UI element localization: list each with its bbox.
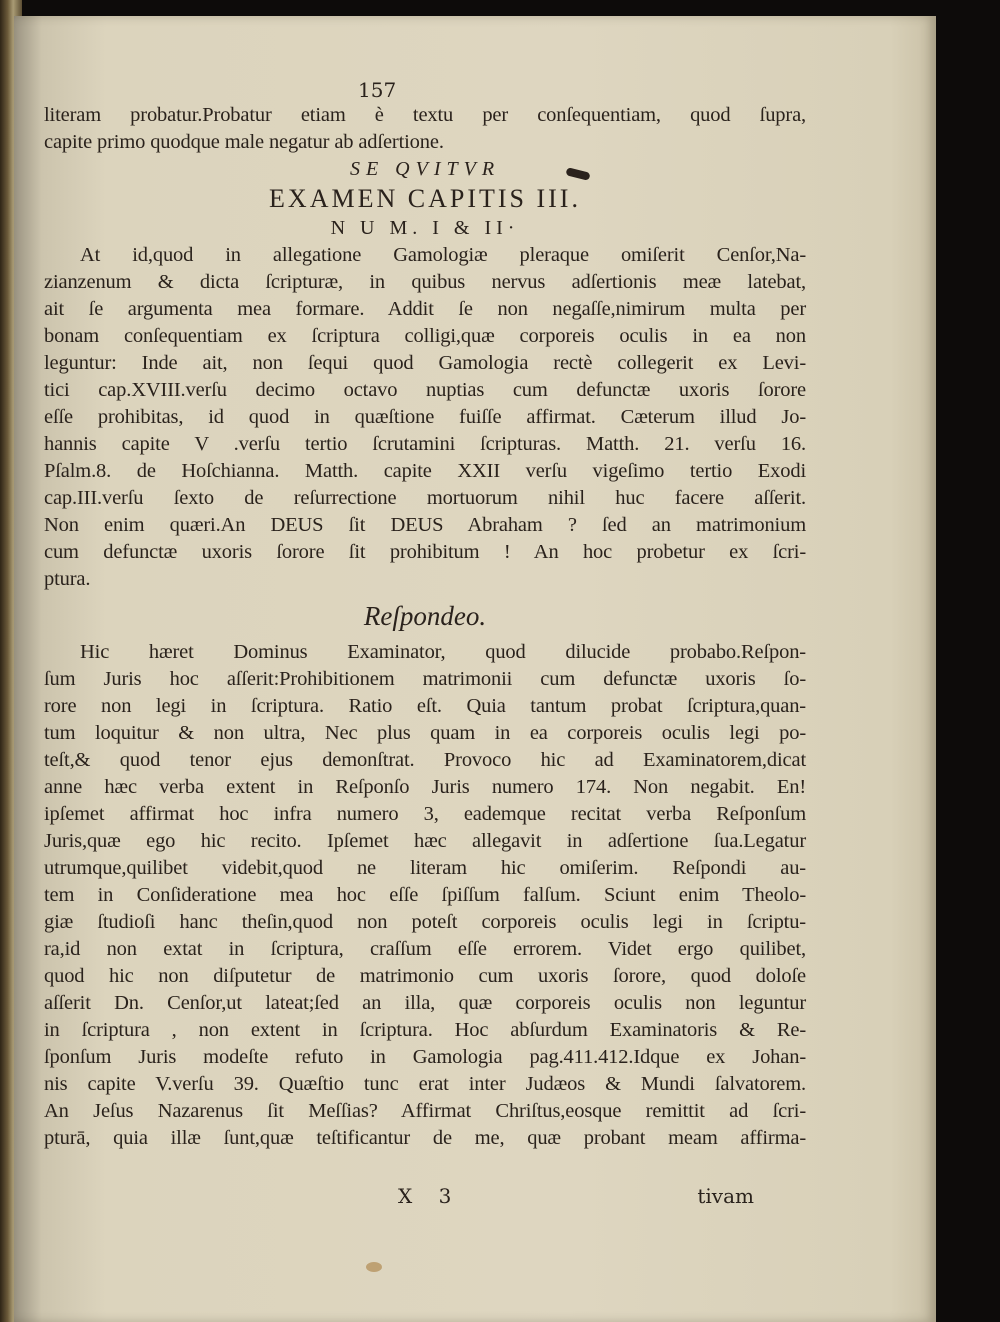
text-line: ſum Juris hoc aſſerit:Prohibitionem matrimonii cum defunctæ uxoris ſo- — [44, 668, 806, 690]
text-line: pturā, quia illæ ſunt,quæ teſtificantur de me, quæ probant meam affirma- — [44, 1127, 806, 1149]
text-line: ait ſe argumenta mea formare. Addit ſe non negaſſe,nimirum multa per — [44, 298, 806, 320]
text-line: rore non legi in ſcriptura. Ratio eſt. Quia tantum probat ſcriptura,quan- — [44, 695, 806, 717]
text-line: tici cap.XVIII.verſu decimo octavo nuptias cum defunctæ uxoris ſorore — [44, 379, 806, 401]
text-line: Hic hæret Dominus Examinator, quod dilucide probabo.Reſpon- — [80, 641, 806, 663]
heading-numbers: N U M. I & II· — [330, 217, 520, 239]
text-line: Juris,quæ ego hic recito. Ipſemet hæc allegavit in adſertione ſua.Legatur — [44, 830, 806, 852]
text-line: ſponſum Juris modeſte refuto in Gamologia pag.411.412.Idque ex Johan- — [44, 1046, 806, 1068]
text-line: anne hæc verba extent in Reſponſo Juris numero 174. Non negabit. En! — [44, 776, 806, 798]
heading-examen: EXAMEN CAPITIS III. — [269, 184, 581, 213]
text-line: cum defunctæ uxoris ſorore ſit prohibitum ! An hoc probetur ex ſcri- — [44, 541, 806, 563]
heading-respondeo: Reſpondeo. — [363, 601, 487, 631]
text-line: teſt,& quod tenor ejus demonſtrat. Provoco hic ad Examinatorem,dicat — [44, 749, 806, 771]
page-number: 157 — [358, 78, 397, 102]
text-line: giæ ſtudioſi hanc theſin,quod non poteſt corporeis oculis legi in ſcriptu- — [44, 911, 806, 933]
book-page — [14, 16, 936, 1322]
text-line: ipſemet affirmat hoc infra numero 3, eademque recitat verba Reſponſum — [44, 803, 806, 825]
heading-sequitur: SE QVITVR — [349, 158, 501, 180]
text-line: cap.III.verſu ſexto de reſurrectione mortuorum nihil huc facere aſſerit. — [44, 487, 806, 509]
text-line: eſſe prohibitas, id quod in quæſtione fuiſſe affirmat. Cæterum illud Jo- — [44, 406, 806, 428]
text-line: utrumque,quilibet videbit,quod ne literam hic omiſerim. Reſpondi au- — [44, 857, 806, 879]
text-line: bonam conſequentiam ex ſcriptura colligi,quæ corporeis oculis in ea non — [44, 325, 806, 347]
paper-stain — [366, 1262, 382, 1272]
text-line: in ſcriptura , non extent in ſcriptura. Hoc abſurdum Examinatoris & Re- — [44, 1019, 806, 1041]
text-line: Non enim quæri.An DEUS ſit DEUS Abraham ? ſed an matrimonium — [44, 514, 806, 536]
text-line: tum loquitur & non ultra, Nec plus quam in ea corporeis oculis legi po- — [44, 722, 806, 744]
text-line: tem in Conſideratione mea hoc eſſe ſpiſſum falſum. Sciunt enim Theolo- — [44, 884, 806, 906]
text-line: capite primo quodque male negatur ab adſertione. — [44, 131, 444, 153]
page-text — [44, 102, 806, 1152]
text-line: leguntur: Inde ait, non ſequi quod Gamologia rectè collegerit ex Levi- — [44, 352, 806, 374]
page-footer — [44, 1184, 806, 1214]
paragraph-2 — [44, 242, 806, 593]
text-line: At id,quod in allegatione Gamologiæ pleraque omiſerit Cenſor,Na- — [80, 244, 806, 266]
text-line: ra,id non extat in ſcriptura, craſſum eſſe errorem. Videt ergo quilibet, — [44, 938, 806, 960]
text-line: zianzenum & dicta ſcripturæ, in quibus nervus adſertionis meæ latebat, — [44, 271, 806, 293]
text-line: ptura. — [44, 568, 91, 590]
paragraph-1 — [44, 102, 806, 156]
text-line: literam probatur.Probatur etiam è textu per conſequentiam, quod ſupra, — [44, 104, 806, 126]
text-line: An Jeſus Nazarenus ſit Meſſias? Affirmat Chriſtus,eosque remittit ad ſcri- — [44, 1100, 806, 1122]
paragraph-3 — [44, 639, 806, 1152]
text-line: quod hic non diſputetur de matrimonio cum uxoris ſorore, quod doloſe — [44, 965, 806, 987]
catchword: tivam — [697, 1184, 754, 1208]
text-line: Pſalm.8. de Hoſchianna. Matth. capite XXII verſu vigeſimo tertio Exodi — [44, 460, 806, 482]
text-line: nis capite V.verſu 39. Quæſtio tunc erat inter Judæos & Mundi ſalvatorem. — [44, 1073, 806, 1095]
text-line: aſſerit Dn. Cenſor,ut lateat;ſed an illa, quæ corporeis oculis non leguntur — [44, 992, 806, 1014]
text-line: hannis capite V .verſu tertio ſcrutamini ſcripturas. Matth. 21. verſu 16. — [44, 433, 806, 455]
signature-mark: X 3 — [398, 1184, 462, 1208]
